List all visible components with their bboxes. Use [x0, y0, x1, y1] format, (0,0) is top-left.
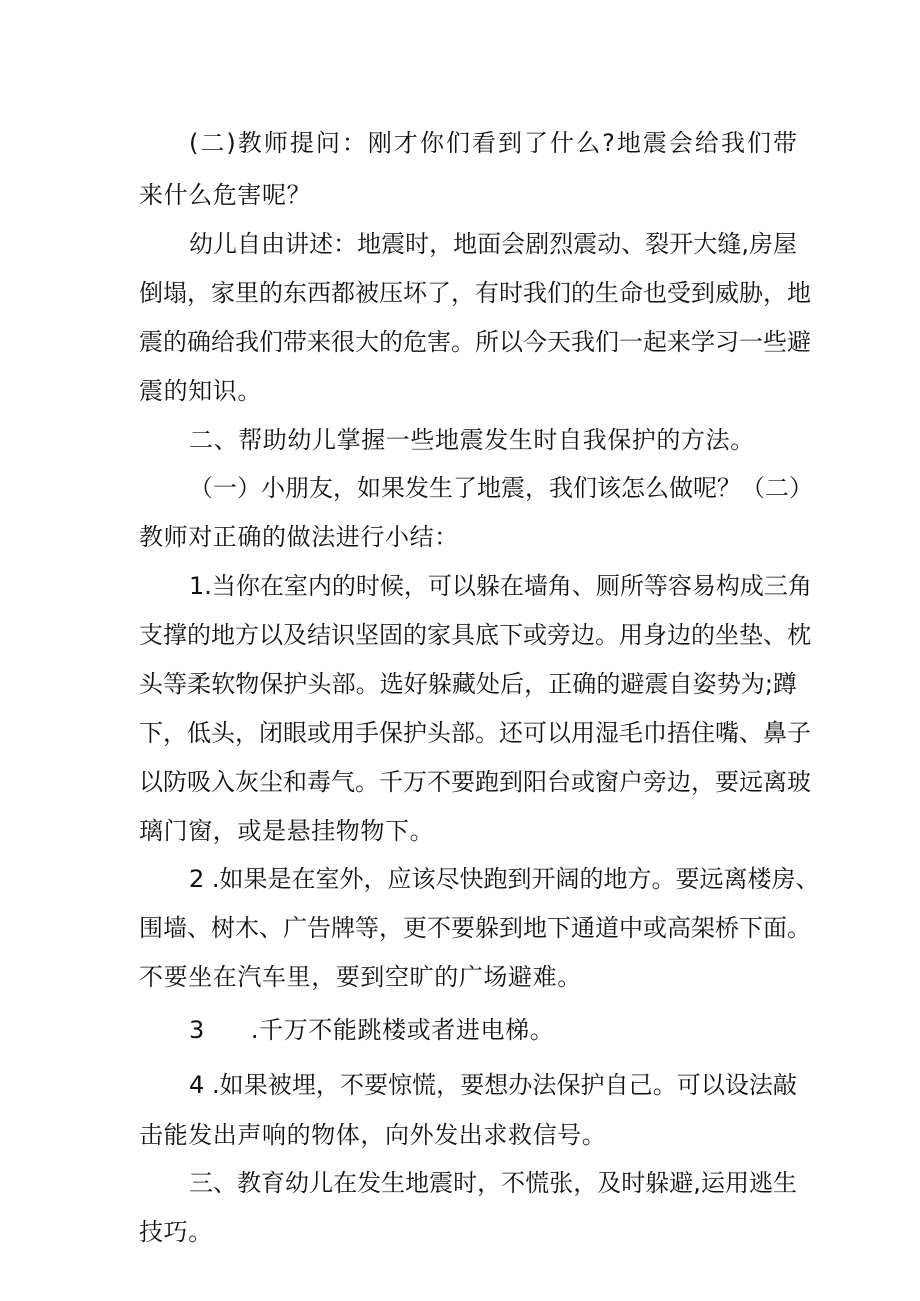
- item-3-text: .千万不能跳楼或者进电梯。: [250, 1016, 555, 1044]
- item-1-line-2: 支撑的地方以及结识坚固的家具底下或旁边。用身边的坐垫、枕: [139, 621, 811, 649]
- paragraph-children-narrate-line-3: 震的确给我们带来很大的危害。所以今天我们一起来学习一些避: [139, 328, 811, 356]
- paragraph-teacher-question-line-2: 来什么危害呢？: [139, 181, 312, 209]
- section-heading-two: 二、帮助幼儿掌握一些地震发生时自我保护的方法。: [189, 426, 755, 454]
- item-4-line-1: 4 .如果被埋，不要惊慌，要想办法保护自己。可以设法敲: [189, 1071, 797, 1099]
- paragraph-question-line-1: （一）小朋友，如果发生了地震，我们该怎么做呢？（二）: [189, 474, 813, 502]
- section-three-line-2: 技巧。: [139, 1218, 213, 1246]
- item-1-line-6: 璃门窗，或是悬挂物物下。: [139, 817, 435, 845]
- paragraph-teacher-question-line-1: (二)教师提问：刚才你们看到了什么?地震会给我们带: [189, 129, 797, 157]
- item-3-number: 3: [189, 1016, 205, 1044]
- item-1-line-4: 下，低头，闭眼或用手保护头部。还可以用湿毛巾捂住嘴、鼻子: [139, 719, 811, 747]
- item-3: [189, 1015, 554, 1045]
- paragraph-children-narrate-line-4: 震的知识。: [139, 377, 262, 405]
- section-three-line-1: 三、教育幼儿在发生地震时，不慌张，及时躲避,运用逃生: [189, 1169, 797, 1197]
- item-1-line-3: 头等柔软物保护头部。选好躲藏处后，正确的避震自姿势为;蹲: [139, 670, 797, 698]
- item-1-line-5: 以防吸入灰尘和毒气。千万不要跑到阳台或窗户旁边，要远离玻: [139, 768, 811, 796]
- item-4-line-2: 击能发出声响的物体，向外发出求救信号。: [139, 1121, 607, 1149]
- item-2-line-3: 不要坐在汽车里，要到空旷的广场避难。: [139, 963, 582, 991]
- paragraph-question-line-2: 教师对正确的做法进行小结：: [139, 523, 459, 551]
- item-2-line-2: 围墙、树木、广告牌等，更不要躲到地下通道中或高架桥下面。: [139, 914, 811, 942]
- paragraph-children-narrate-line-1: 幼儿自由讲述：地震时，地面会剧烈震动、裂开大缝,房屋: [189, 230, 797, 258]
- item-2-line-1: 2 .如果是在室外，应该尽快跑到开阔的地方。要远离楼房、: [189, 865, 820, 893]
- paragraph-children-narrate-line-2: 倒塌，家里的东西都被压坏了，有时我们的生命也受到威胁，地: [139, 279, 811, 307]
- item-1-line-1: 1.当你在室内的时候，可以躲在墙角、厕所等容易构成三角: [189, 572, 812, 600]
